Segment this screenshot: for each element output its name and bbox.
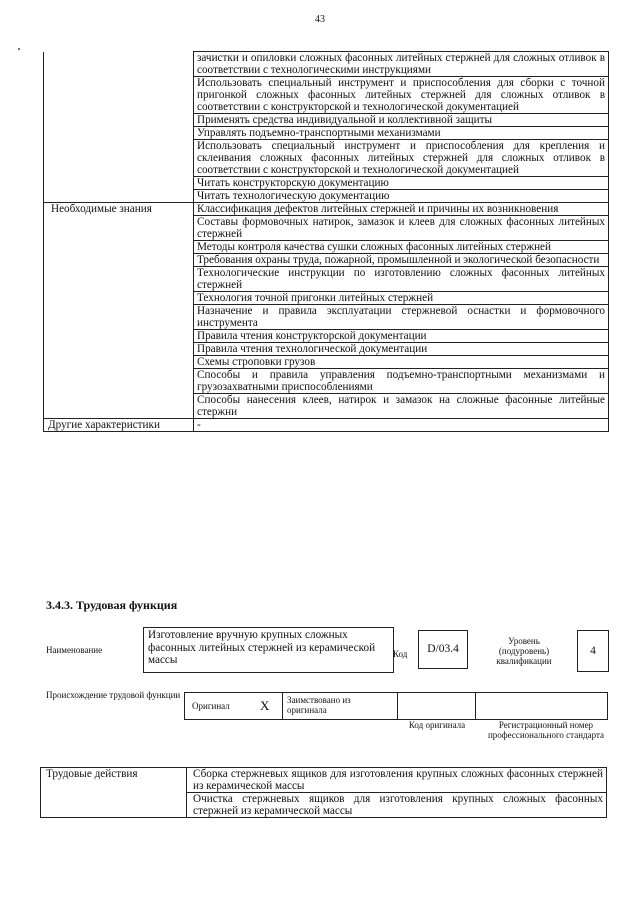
divider xyxy=(475,693,476,719)
scan-dot xyxy=(18,48,20,50)
table-row xyxy=(44,52,609,77)
page-number: 43 xyxy=(315,14,325,25)
label-cell xyxy=(44,77,194,114)
function-name-value: Изготовление вручную крупных сложных фасонных литейных стержней из керамической массы xyxy=(148,629,376,666)
divider xyxy=(397,693,398,719)
table-row xyxy=(44,77,609,114)
table-row xyxy=(41,768,607,793)
function-name-box xyxy=(143,627,394,673)
knowledge-cell: Схемы строповки грузов xyxy=(194,356,609,369)
table-row xyxy=(44,177,609,190)
original-mark: X xyxy=(260,698,270,713)
knowledge-cell: Способы и правила управления подъемно-транспортными механизмами и грузозахватными приспособлениями xyxy=(194,369,609,394)
knowledge-cell: Классификация дефектов литейных стержней и причины их возникновения xyxy=(194,203,609,216)
table-row xyxy=(44,114,609,127)
knowledge-cell: Методы контроля качества сушки сложных фасонных литейных стержней xyxy=(194,241,609,254)
label-cell xyxy=(44,114,194,127)
table-row xyxy=(44,127,609,140)
skill-cell: Использовать специальный инструмент и приспособления для крепления и склеивания сложных фасонных литейных стержней для сложных отливок в соответствии с конструкторской и технологической документацией xyxy=(194,140,609,177)
label-cell xyxy=(44,127,194,140)
code-value: D/03.4 xyxy=(427,643,459,655)
action-cell: Сборка стержневых ящиков для изготовления крупных сложных фасонных стержней из керамической массы xyxy=(187,768,607,793)
origin-label: Происхождение трудовой функции xyxy=(46,690,181,700)
skill-cell: Управлять подъемно-транспортными механизмами xyxy=(194,127,609,140)
table-row xyxy=(44,140,609,177)
level-value: 4 xyxy=(590,645,596,657)
action-cell: Очистка стержневых ящиков для изготовления крупных сложных фасонных стержней из керамической массы xyxy=(187,793,607,818)
label-cell xyxy=(44,190,194,203)
divider xyxy=(282,693,283,719)
skill-cell: Читать технологическую документацию xyxy=(194,190,609,203)
label-cell xyxy=(44,177,194,190)
knowledge-cell: Назначение и правила эксплуатации стержневой оснастки и формовочного инструмента xyxy=(194,305,609,330)
actions-table xyxy=(40,767,607,818)
level-label: Уровень (подуровень) квалификации xyxy=(496,636,552,666)
knowledge-label: Необходимые знания xyxy=(44,203,194,419)
original-label: Оригинал xyxy=(192,701,230,711)
knowledge-cell: Правила чтения технологической документации xyxy=(194,343,609,356)
actions-label: Трудовые действия xyxy=(41,768,187,818)
knowledge-cell: Составы формовочных натирок, замазок и клеев для сложных фасонных литейных стержней xyxy=(194,216,609,241)
code-box xyxy=(418,630,468,669)
skill-cell: Использовать специальный инструмент и приспособления для сборки с точной пригонкой сложных фасонных литейных стержней для сложных отливок в соответствии с конструкторской и технологической документацией xyxy=(194,77,609,114)
knowledge-cell: Правила чтения конструкторской документации xyxy=(194,330,609,343)
table-row xyxy=(44,419,609,432)
name-label: Наименование xyxy=(46,645,103,655)
level-box xyxy=(577,630,609,672)
skill-cell: Читать конструкторскую документацию xyxy=(194,177,609,190)
knowledge-cell: Требования охраны труда, пожарной, промышленной и экологической безопасности xyxy=(194,254,609,267)
knowledge-cell: Способы нанесения клеев, натирок и замазок на сложные фасонные литейные стержни xyxy=(194,394,609,419)
borrowed-label: Заимствовано из оригинала xyxy=(287,695,351,715)
code-label: Код xyxy=(393,649,408,659)
label-cell xyxy=(44,52,194,77)
skill-cell: зачистки и опиловки сложных фасонных литейных стержней для сложных отливок в соответствии с технологическими инструкциями xyxy=(194,52,609,77)
other-value: - xyxy=(194,419,609,432)
other-label: Другие характеристики xyxy=(44,419,194,432)
section-title: 3.4.3. Трудовая функция xyxy=(46,598,178,612)
reg-number-caption: Регистрационный номер профессионального стандарта xyxy=(487,720,605,740)
label-cell xyxy=(44,140,194,177)
origin-row xyxy=(184,692,608,720)
knowledge-cell: Технология точной пригонки литейных стержней xyxy=(194,292,609,305)
knowledge-cell: Технологические инструкции по изготовлению сложных фасонных литейных стержней xyxy=(194,267,609,292)
requirements-table xyxy=(43,51,609,432)
table-row xyxy=(44,190,609,203)
skill-cell: Применять средства индивидуальной и коллективной защиты xyxy=(194,114,609,127)
code-original-caption: Код оригинала xyxy=(408,720,466,730)
table-row xyxy=(44,203,609,216)
